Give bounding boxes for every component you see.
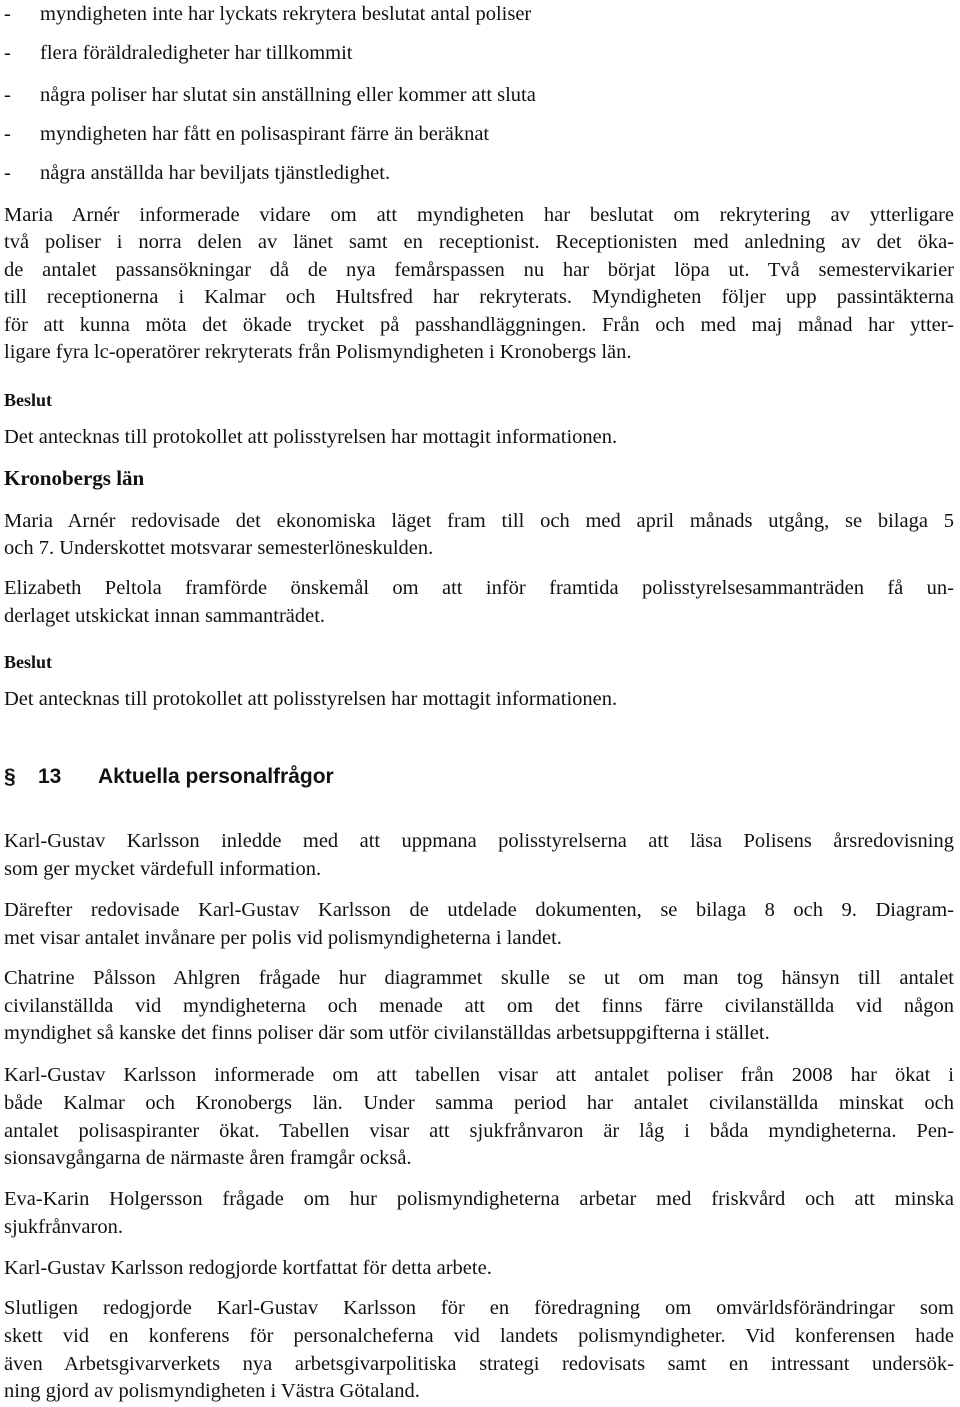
- paragraph-line: skett vid en konferens för personalcheferna vid landets polismyndigheter. Vid konferensen hade: [4, 1325, 954, 1347]
- beslut-text: Det antecknas till protokollet att polisstyrelsen har mottagit informationen.: [4, 688, 618, 710]
- paragraph-line: Därefter redovisade Karl-Gustav Karlsson de utdelade dokumenten, se bilaga 8 och 9. Diagram-: [4, 899, 954, 921]
- paragraph-line: både Kalmar och Kronobergs län. Under samma period har antalet civilanställda minskat och: [4, 1092, 954, 1114]
- paragraph-line: två poliser i norra delen av länet samt en receptionist. Receptionisten med anledning av det öka-: [4, 231, 954, 253]
- paragraph-line: ligare fyra lc-operatörer rekryterats från Polismyndigheten i Kronobergs län.: [4, 341, 632, 363]
- bullet-item: några poliser har slutat sin anställning eller kommer att sluta: [40, 84, 536, 106]
- paragraph-line: met visar antalet invånare per polis vid polismyndigheterna i landet.: [4, 927, 562, 949]
- beslut-label: Beslut: [4, 652, 53, 672]
- bullet-marker: -: [4, 3, 11, 25]
- paragraph-line: Chatrine Pålsson Ahlgren frågade hur diagrammet skulle se ut om man tog hänsyn till antalet: [4, 967, 954, 989]
- paragraph-line: till receptionerna i Kalmar och Hultsfred har rekryterats. Myndigheten följer upp passintäkterna: [4, 286, 954, 308]
- paragraph-line: myndighet så kanske det finns poliser där som utför civilanställdas arbetsuppgifterna i stället.: [4, 1022, 770, 1044]
- paragraph-line: sionsavgångarna de närmaste åren framgår också.: [4, 1147, 412, 1169]
- paragraph-line: Karl-Gustav Karlsson informerade om att tabellen visar att antalet poliser från 2008 har ökat i: [4, 1064, 954, 1086]
- paragraph-line: och 7. Underskottet motsvarar semesterlöneskulden.: [4, 537, 434, 559]
- bullet-marker: -: [4, 162, 11, 184]
- paragraph-line: Maria Arnér informerade vidare om att myndigheten har beslutat om rekrytering av ytterligare: [4, 204, 954, 226]
- section-heading: [4, 762, 334, 792]
- paragraph-line: sjukfrånvaron.: [4, 1216, 123, 1238]
- bullet-marker: -: [4, 84, 11, 106]
- paragraph-line: ning gjord av polismyndigheten i Västra Götaland.: [4, 1380, 420, 1402]
- bullet-marker: -: [4, 42, 11, 64]
- paragraph-line: Karl-Gustav Karlsson redogjorde kortfattat för detta arbete.: [4, 1257, 492, 1279]
- county-heading: Kronobergs län: [4, 466, 145, 490]
- bullet-item: flera föräldraledigheter har tillkommit: [40, 42, 353, 64]
- paragraph-line: civilanställda vid myndigheterna och menade att om det finns färre civilanställda vid någon: [4, 995, 954, 1017]
- paragraph-line: för att kunna möta det ökade trycket på passhandläggningen. Från och med maj månad har ytter-: [4, 314, 954, 336]
- paragraph-line: som ger mycket värdefull information.: [4, 858, 322, 880]
- paragraph-line: Maria Arnér redovisade det ekonomiska läget fram till och med april månads utgång, se bilaga 5: [4, 510, 954, 532]
- beslut-label: Beslut: [4, 390, 53, 410]
- paragraph-line: Eva-Karin Holgersson frågade om hur polismyndigheterna arbetar med friskvård och att minska: [4, 1188, 954, 1210]
- section-symbol: §: [4, 765, 16, 788]
- paragraph-line: Slutligen redogjorde Karl-Gustav Karlsson för en föredragning om omvärldsförändringar som: [4, 1297, 954, 1319]
- paragraph-line: även Arbetsgivarverkets nya arbetsgivarpolitiska strategi redovisats samt en intressant undersök-: [4, 1353, 954, 1375]
- section-number: 13: [38, 765, 62, 788]
- paragraph-line: Karl-Gustav Karlsson inledde med att uppmana polisstyrelserna att läsa Polisens årsredovisning: [4, 830, 954, 852]
- paragraph-line: de antalet passansökningar då de nya femårspassen nu har börjat löpa ut. Två semestervikarier: [4, 259, 954, 281]
- bullet-item: några anställda har beviljats tjänstledighet.: [40, 162, 391, 184]
- paragraph-line: antalet polisaspiranter ökat. Tabellen visar att sjukfrånvaron är låg i båda myndigheterna. Pen-: [4, 1120, 954, 1142]
- bullet-item: myndigheten inte har lyckats rekrytera beslutat antal poliser: [40, 3, 532, 25]
- section-title: Aktuella personalfrågor: [98, 765, 334, 788]
- bullet-marker: -: [4, 123, 11, 145]
- beslut-text: Det antecknas till protokollet att polisstyrelsen har mottagit informationen.: [4, 426, 618, 448]
- paragraph-line: Elizabeth Peltola framförde önskemål om att inför framtida polisstyrelsesammanträden få un-: [4, 577, 954, 599]
- paragraph-line: derlaget utskickat innan sammanträdet.: [4, 605, 326, 627]
- bullet-item: myndigheten har fått en polisaspirant färre än beräknat: [40, 123, 490, 145]
